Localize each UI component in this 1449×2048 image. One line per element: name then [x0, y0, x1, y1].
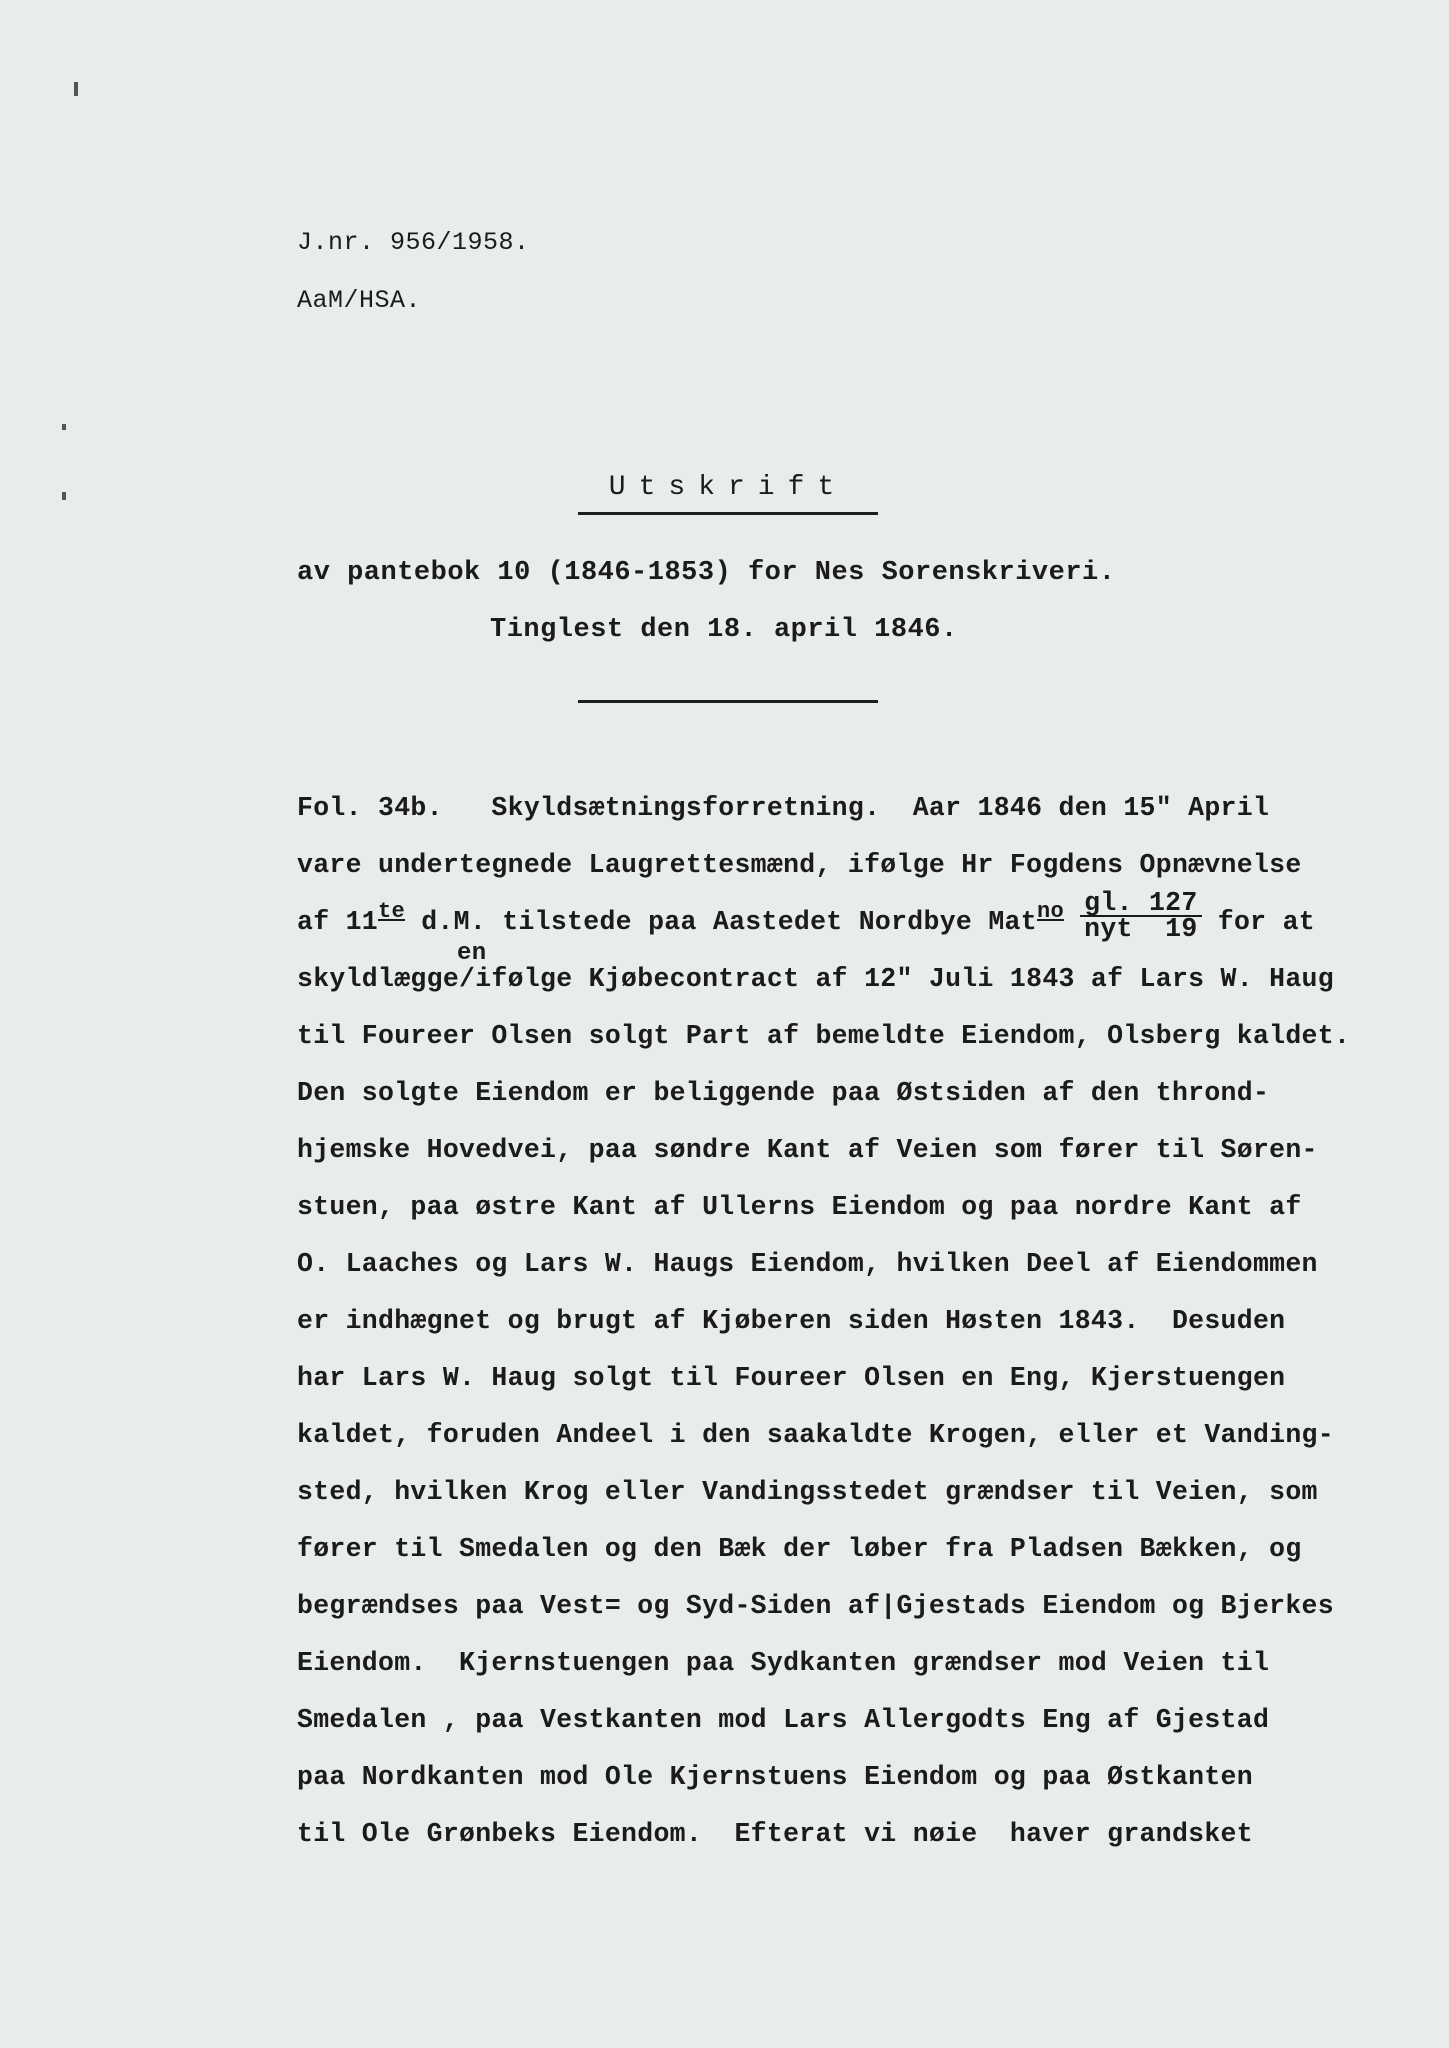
- fraction-top: gl. 127: [1080, 891, 1201, 917]
- text-line: paa Nordkanten mod Ole Kjernstuens Eiendom og paa Østkanten: [297, 1762, 1253, 1792]
- text-segment: for at: [1201, 907, 1315, 937]
- registration-date: Tinglest den 18. april 1846.: [490, 615, 958, 645]
- text-line: har Lars W. Haug solgt til Foureer Olsen en Eng, Kjerstuengen: [297, 1363, 1286, 1393]
- text-segment: af 11: [297, 907, 379, 937]
- text-line: begrændses paa Vest= og Syd-Siden af|Gjestads Eiendom og Bjerkes: [297, 1591, 1334, 1621]
- journal-number: J.nr. 956/1958.: [297, 228, 530, 257]
- superscript: te: [378, 899, 406, 924]
- text-line: Eiendom. Kjernstuengen paa Sydkanten grændser mod Veien til: [297, 1648, 1270, 1678]
- section-divider: [578, 700, 878, 703]
- title-underline: [578, 512, 878, 515]
- text-line: sted, hvilken Krog eller Vandingsstedet grændser til Veien, som: [297, 1477, 1318, 1507]
- initials: AaM/HSA.: [297, 286, 422, 315]
- text-line: kaldet, foruden Andeel i den saakaldte Krogen, eller et Vanding-: [297, 1420, 1334, 1450]
- text-segment: d.M. tilstede paa Aastedet Nordbye Mat: [405, 907, 1037, 937]
- text-line: Fol. 34b. Skyldsætningsforretning. Aar 1846 den 15" April: [297, 793, 1270, 823]
- text-line: er indhægnet og brugt af Kjøberen siden Høsten 1843. Desuden: [297, 1306, 1286, 1336]
- margin-mark: [62, 424, 66, 430]
- text-segment: skyldlægge/ifølge Kjøbecontract af 12" Juli 1843 af Lars W. Haug: [297, 964, 1334, 994]
- document-title: Utskrift: [608, 472, 848, 503]
- text-line: Den solgte Eiendom er beliggende paa Østsiden af den thrond-: [297, 1078, 1270, 1108]
- text-line: O. Laaches og Lars W. Haugs Eiendom, hvilken Deel af Eiendommen: [297, 1249, 1318, 1279]
- text-line: til Foureer Olsen solgt Part af bemeldte Eiendom, Olsberg kaldet.: [297, 1021, 1351, 1051]
- handwritten-insert: en: [457, 940, 487, 967]
- matrikkel-fraction: [1080, 888, 1201, 944]
- margin-mark: [62, 492, 66, 500]
- margin-mark: [74, 82, 78, 96]
- text-line: stuen, paa østre Kant af Ullerns Eiendom og paa nordre Kant af: [297, 1192, 1302, 1222]
- text-line: til Ole Grønbeks Eiendom. Efterat vi nøie haver grandsket: [297, 1819, 1253, 1849]
- text-line: hjemske Hovedvei, paa søndre Kant af Veien som fører til Søren-: [297, 1135, 1318, 1165]
- text-line: Smedalen , paa Vestkanten mod Lars Allergodts Eng af Gjestad: [297, 1705, 1270, 1735]
- text-line: [297, 940, 1427, 1008]
- text-line: vare undertegnede Laugrettesmænd, ifølge Hr Fogdens Opnævnelse: [297, 850, 1302, 880]
- subtitle: av pantebok 10 (1846-1853) for Nes Sorenskriveri.: [297, 558, 1116, 588]
- fraction-bottom: nyt 19: [1084, 914, 1198, 944]
- superscript: no: [1036, 899, 1064, 924]
- text-line: fører til Smedalen og den Bæk der løber fra Pladsen Bækken, og: [297, 1534, 1302, 1564]
- transcript-body: [297, 780, 1427, 1863]
